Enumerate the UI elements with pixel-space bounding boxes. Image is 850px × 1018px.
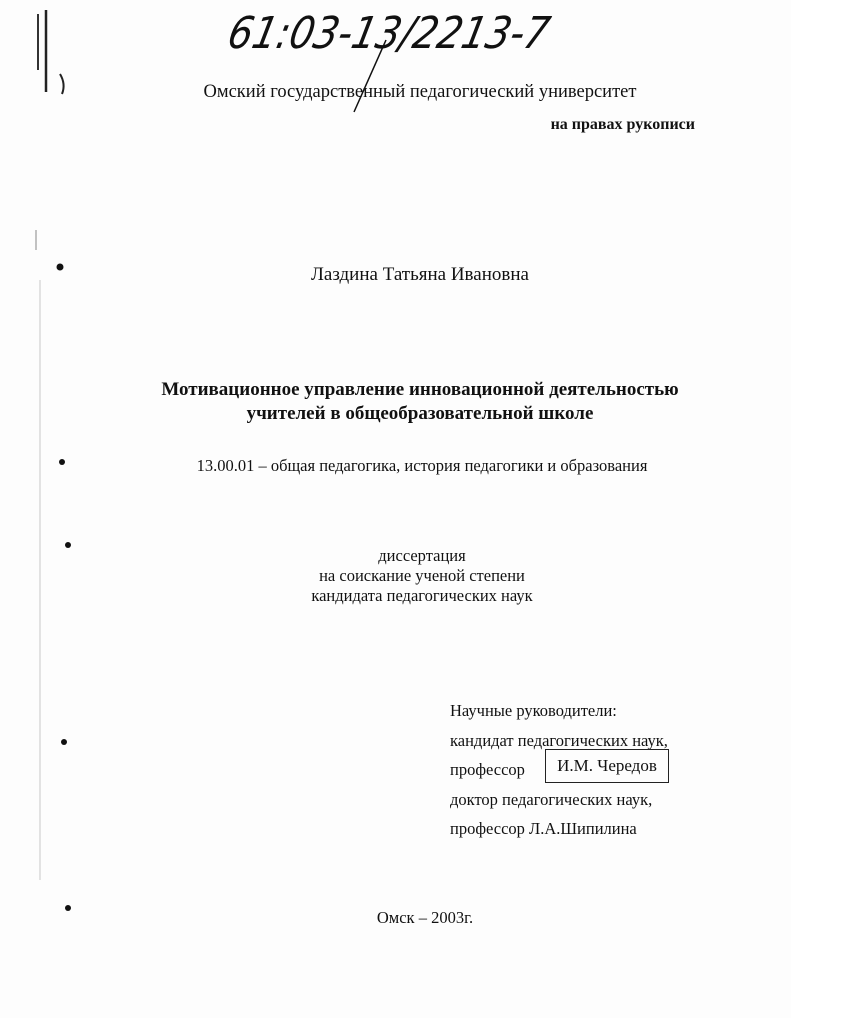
- supervisor-degree: доктор педагогических наук,: [450, 789, 653, 809]
- stamp-code: 61:03-13/2213-7: [223, 8, 604, 59]
- supervisors-heading: Научные руководители:: [450, 701, 617, 720]
- manuscript-rights-note: на правах рукописи: [550, 116, 695, 133]
- supervisor-title: профессор: [450, 760, 525, 779]
- supervisor-title-row: [450, 755, 668, 785]
- supervisor-title-name: профессор Л.А.Шипилина: [450, 819, 637, 838]
- punch-hole: [61, 739, 67, 745]
- city-year: Омск – 2003г.: [376, 908, 474, 927]
- title-line: учителей в общеобразовательной школе: [246, 403, 594, 424]
- degree-line: кандидата педагогических наук: [311, 586, 533, 605]
- supervisor-name-box: [545, 749, 669, 783]
- handwritten-stamp: [223, 0, 604, 70]
- degree-line: диссертация: [378, 546, 466, 565]
- supervisor-degree: кандидат педагогических наук,: [450, 730, 668, 750]
- supervisors-block: [450, 696, 668, 844]
- title-line: Мотивационное управление инновационной деятельностью: [161, 379, 679, 400]
- supervisor-name: И.М. Чередов: [557, 756, 657, 776]
- dissertation-title: [0, 378, 840, 426]
- university-name: Омский государственный педагогический университет: [203, 82, 637, 102]
- degree-block: [0, 546, 844, 606]
- degree-line: на соискание ученой степени: [319, 566, 525, 585]
- author-name: Лаздина Татьяна Ивановна: [311, 264, 529, 285]
- scan-binding-edge: [0, 0, 80, 1018]
- specialty-code: 13.00.01 – общая педагогика, история педагогики и образования: [196, 456, 648, 475]
